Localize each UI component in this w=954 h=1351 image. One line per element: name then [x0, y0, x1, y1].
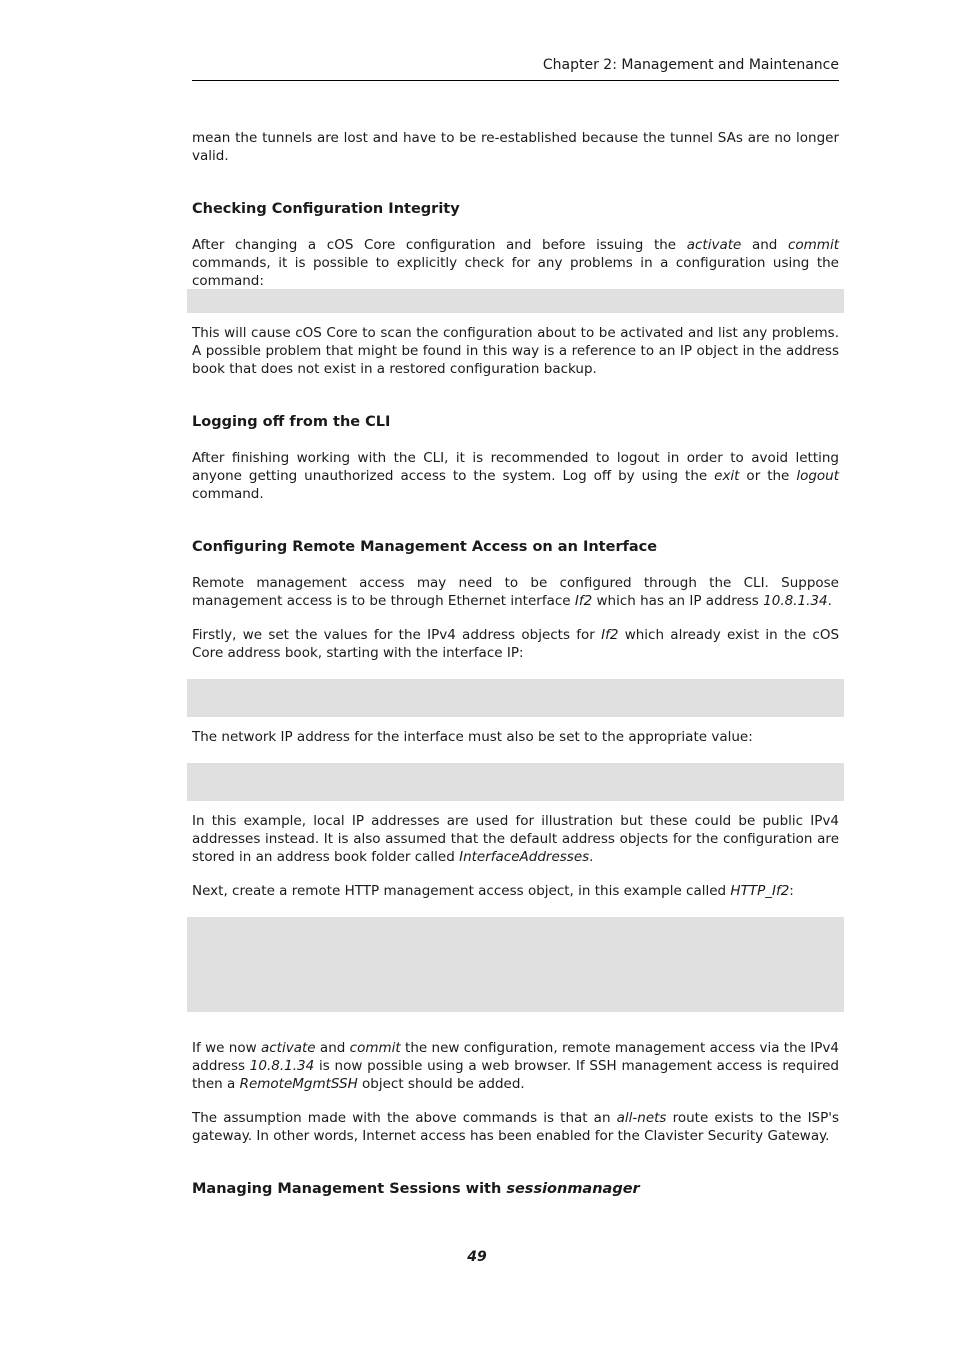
- paragraph-scan-config: This will cause cOS Core to scan the configuration about to be activated and list any problems. A possible problem that might be found in this way is a reference to an IP object in the address book that does not exist in a restored configuration backup.: [192, 325, 839, 377]
- code-block-check-command: [187, 289, 844, 313]
- paragraph-remote-access: Remote management access may need to be configured through the CLI. Suppose management access is to be through Ethernet interface If2 which has an IP address 10.8.1.34.: [192, 575, 839, 609]
- paragraph-check-config: After changing a cOS Core configuration and before issuing the activate and commit commands, it is possible to explicitly check for any problems in a configuration using the command:: [192, 237, 839, 289]
- paragraph-create-http-access: Next, create a remote HTTP management access object, in this example called HTTP_If2:: [192, 883, 794, 899]
- paragraph-network-ip: The network IP address for the interface must also be set to the appropriate value:: [192, 729, 753, 745]
- paragraph-all-nets-assumption: The assumption made with the above commands is that an all-nets route exists to the ISP's gateway. In other words, Internet access has been enabled for the Clavister Security Gateway.: [192, 1110, 839, 1144]
- heading-remote-management: Configuring Remote Management Access on an Interface: [192, 539, 658, 555]
- paragraph-set-ipv4: Firstly, we set the values for the IPv4 address objects for If2 which already exist in the cOS Core address book, starting with the interface IP:: [192, 627, 840, 661]
- paragraph-activate-commit: If we now activate and commit the new configuration, remote management access via the IPv4 address 10.8.1.34 is now possible using a web browser. If SSH management access is required then a RemoteMgmtSSH object should be added.: [192, 1040, 839, 1092]
- code-block-http-access: [187, 917, 844, 1012]
- paragraph-local-ip-example: In this example, local IP addresses are used for illustration but these could be public IPv4 addresses instead. It is also assumed that the default address objects for the configuration are stored in an address book folder called InterfaceAddresses.: [192, 813, 839, 865]
- code-block-interface-ip: [187, 679, 844, 717]
- header-rule: [192, 80, 839, 81]
- heading-logging-off: Logging off from the CLI: [192, 414, 391, 430]
- heading-session-manager: Managing Management Sessions with sessionmanager: [192, 1181, 640, 1197]
- page-number: 49: [467, 1249, 487, 1265]
- heading-checking-configuration-integrity: Checking Configuration Integrity: [192, 201, 460, 217]
- code-block-network-ip: [187, 763, 844, 801]
- paragraph-tunnels-lost: mean the tunnels are lost and have to be re-established because the tunnel SAs are no longer valid.: [192, 130, 839, 164]
- running-header: Chapter 2: Management and Maintenance: [542, 57, 839, 73]
- paragraph-logout: After finishing working with the CLI, it is recommended to logout in order to avoid letting anyone getting unauthorized access to the system. Log off by using the exit or the logout command.: [192, 450, 840, 502]
